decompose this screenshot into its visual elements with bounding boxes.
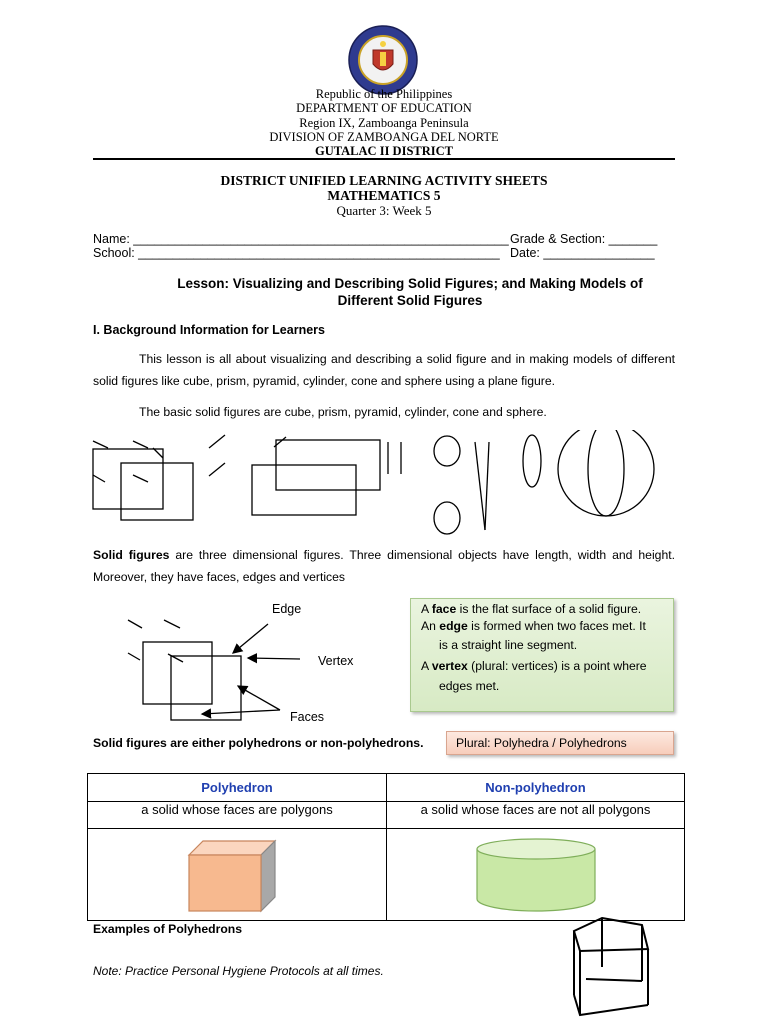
intro-paragraph: This lesson is all about visualizing and describing a solid figure and in making models of different solid figures like cube, prism, pyramid, cylinder, cone and sphere using a plane figure. xyxy=(93,352,675,388)
vertex-label: Vertex xyxy=(318,654,354,668)
plural-note-box xyxy=(446,731,674,755)
vertex-definition: A vertex (plural: vertices) is a point where xyxy=(421,659,647,673)
cube-illustration xyxy=(187,837,287,913)
edge-arrow xyxy=(233,624,268,653)
definitions-box xyxy=(410,598,674,712)
cube-front-face xyxy=(93,449,163,509)
solid-figures-term: Solid figures xyxy=(93,548,170,562)
sphere-outline xyxy=(558,430,654,516)
edge-label: Edge xyxy=(272,602,302,616)
solid-figures-rest: are three dimensional figures. Three dimensional objects have length, width and height. Moreover, they have faces, edges and vertices xyxy=(93,548,675,584)
table-cell-cube xyxy=(88,829,387,921)
cylinder-ellipse xyxy=(523,435,541,487)
diagram-front-face xyxy=(143,642,212,704)
lesson-title xyxy=(100,275,720,309)
table-desc-polyhedron: a solid whose faces are polygons xyxy=(88,802,387,829)
cube-parts-diagram xyxy=(120,598,350,726)
basic-figures-sentence: The basic solid figures are cube, prism, pyramid, cylinder, cone and sphere. xyxy=(139,405,547,419)
name-field[interactable]: Name: ______________________________________________________ xyxy=(93,232,509,246)
polyhedron-table xyxy=(87,773,685,921)
faces-arrow-1 xyxy=(238,686,280,710)
department-line: DEPARTMENT OF EDUCATION xyxy=(296,101,472,115)
region-line: Region IX, Zamboanga Peninsula xyxy=(299,116,469,130)
examples-heading: Examples of Polyhedrons xyxy=(93,922,242,936)
pyramid-top-ellipse xyxy=(434,436,460,466)
plural-note: Plural: Polyhedra / Polyhedrons xyxy=(456,736,627,750)
table-cell-cylinder xyxy=(387,829,685,921)
polyhedron-statement: Solid figures are either polyhedrons or non-polyhedrons. xyxy=(93,736,424,750)
table-header-polyhedron: Polyhedron xyxy=(88,774,387,802)
hygiene-note: Note: Practice Personal Hygiene Protocols at all times. xyxy=(93,964,384,978)
edge-definition-cont: is a straight line segment. xyxy=(439,638,578,652)
deped-seal xyxy=(347,24,419,96)
cube-back-face xyxy=(121,463,193,520)
pyramid-bottom-ellipse xyxy=(434,502,460,534)
solid-figures-definition xyxy=(93,544,675,588)
quarter-week: Quarter 3: Week 5 xyxy=(336,203,432,218)
table-desc-non-polyhedron: a solid whose faces are not all polygons xyxy=(387,802,685,829)
school-field[interactable]: School: ____________________________________________________ xyxy=(93,246,500,260)
pentagonal-prism-illustration xyxy=(570,915,652,1020)
table-header-non-polyhedron: Non-polyhedron xyxy=(387,774,685,802)
division-line: DIVISION OF ZAMBOANGA DEL NORTE xyxy=(269,130,499,144)
district-line: GUTALAC II DISTRICT xyxy=(315,144,453,158)
vertex-arrow xyxy=(248,658,300,659)
subject-title: MATHEMATICS 5 xyxy=(327,188,441,203)
vertex-definition-cont: edges met. xyxy=(439,679,500,693)
republic-line: Republic of the Philippines xyxy=(315,87,453,101)
header-divider xyxy=(93,158,675,160)
sphere-meridian xyxy=(588,430,624,516)
basic-solids-sketch xyxy=(88,430,668,540)
faces-label: Faces xyxy=(290,710,325,724)
lesson-title-line1: Lesson: Visualizing and Describing Solid Figures; and Making Models of xyxy=(177,276,643,291)
section-heading: I. Background Information for Learners xyxy=(93,323,325,337)
diagram-back-face xyxy=(171,656,241,720)
lesson-title-line2: Different Solid Figures xyxy=(337,293,483,308)
cylinder-illustration xyxy=(474,837,598,913)
edge-definition: An edge is formed when two faces met. It xyxy=(421,619,646,633)
grade-section-field[interactable]: Grade & Section: _______ xyxy=(510,232,658,246)
date-field[interactable]: Date: ________________ xyxy=(510,246,655,260)
face-definition: A face is the flat surface of a solid figure. xyxy=(421,602,642,616)
sheet-title: DISTRICT UNIFIED LEARNING ACTIVITY SHEETS xyxy=(220,173,548,188)
